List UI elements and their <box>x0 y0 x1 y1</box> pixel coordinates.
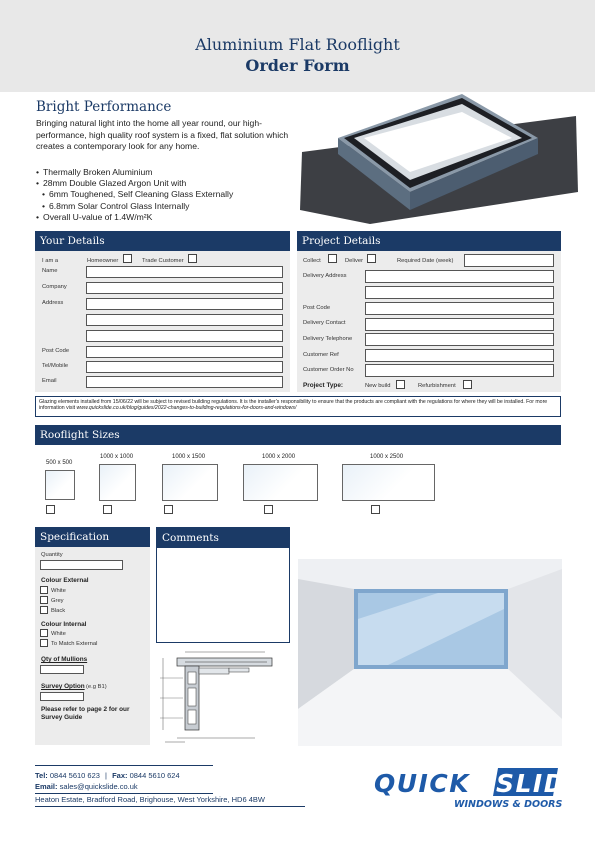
feature-item: • 6.8mm Solar Control Glass Internally <box>36 201 306 212</box>
delivery-address-label: Delivery Address <box>303 273 347 279</box>
footer-email-line <box>35 782 138 791</box>
size-label-1000x2500: 1000 x 2500 <box>370 454 404 460</box>
email-field[interactable] <box>86 376 283 388</box>
project-details-heading: Project Details <box>297 231 561 251</box>
project-post-code-label: Post Code <box>303 305 331 311</box>
delivery-telephone-label: Delivery Telephone <box>303 336 353 342</box>
project-type-label: Project Type: <box>303 382 344 389</box>
size-checkbox-500x500[interactable] <box>46 505 55 514</box>
refurbishment-label: Refurbishment <box>418 383 456 389</box>
quantity-label: Quantity <box>41 552 63 558</box>
quickslide-logo <box>370 766 585 810</box>
size-checkbox-1000x2500[interactable] <box>371 505 380 514</box>
quantity-field[interactable] <box>40 560 123 570</box>
page-title: Aluminium Flat Rooflight <box>195 35 400 54</box>
trade-customer-checkbox[interactable] <box>188 254 197 263</box>
project-post-code-field[interactable] <box>365 302 554 315</box>
footer-address: Heaton Estate, Bradford Road, Brighouse, West Yorkshire, HD6 4BW <box>35 795 265 804</box>
rooflight-product-image <box>300 92 580 224</box>
required-date-label: Required Date (week) <box>397 258 454 264</box>
feature-list <box>36 167 306 223</box>
page-header <box>0 0 595 92</box>
footer-phone-line <box>35 771 180 780</box>
size-checkbox-1000x2000[interactable] <box>264 505 273 514</box>
colour-external-label: Colour External <box>41 577 89 584</box>
survey-option-label: Survey Option <box>41 683 85 690</box>
name-label: Name <box>42 268 58 274</box>
post-code-field[interactable] <box>86 346 283 358</box>
feature-item: • Thermally Broken Aluminium <box>36 167 306 178</box>
homeowner-checkbox[interactable] <box>123 254 132 263</box>
svg-text:SLIDE: SLIDE <box>496 769 585 798</box>
email-label-footer: Email: <box>35 782 58 791</box>
footer-separator: | <box>105 771 107 780</box>
svg-text:WINDOWS & DOORS: WINDOWS & DOORS <box>454 799 563 810</box>
address-field-line2[interactable] <box>86 314 283 326</box>
colour-internal-label: Colour Internal <box>41 621 87 628</box>
external-white-checkbox[interactable] <box>40 586 48 594</box>
external-grey-checkbox[interactable] <box>40 596 48 604</box>
internal-white-label: White <box>51 631 66 637</box>
collect-label: Collect <box>303 258 321 264</box>
i-am-a-label: I am a <box>42 258 59 264</box>
customer-order-no-field[interactable] <box>365 364 554 377</box>
intro-heading: Bright Performance <box>36 99 172 115</box>
customer-ref-field[interactable] <box>365 349 554 362</box>
delivery-contact-label: Delivery Contact <box>303 320 346 326</box>
building-regulations-notice <box>35 396 561 417</box>
size-diagram-1000x2000 <box>243 464 318 501</box>
notice-text: Glazing elements installed from 15/06/22 will be subject to revised building regulations. It is the installer's responsibility to ensure that the products are compliant with the regulations for where they will be installed. For more information visit <box>39 399 548 412</box>
delivery-contact-field[interactable] <box>365 318 554 331</box>
fax-number: 0844 5610 624 <box>129 771 180 780</box>
internal-match-checkbox[interactable] <box>40 639 48 647</box>
customer-order-no-label: Customer Order No <box>303 367 354 373</box>
company-field[interactable] <box>86 282 283 294</box>
address-field-line1[interactable] <box>86 298 283 310</box>
trade-customer-label: Trade Customer <box>142 258 184 264</box>
size-diagram-500x500 <box>45 470 75 500</box>
delivery-address-field-line2[interactable] <box>365 286 554 299</box>
size-label-500x500: 500 x 500 <box>46 460 73 466</box>
email-address[interactable]: sales@quickslide.co.uk <box>59 782 138 791</box>
delivery-address-field-line1[interactable] <box>365 270 554 283</box>
footer-rule-top <box>35 765 213 766</box>
new-build-checkbox[interactable] <box>396 380 405 389</box>
footer-rule-middle <box>35 793 213 794</box>
size-diagram-1000x2500 <box>342 464 435 501</box>
feature-item: • 6mm Toughened, Self Cleaning Glass Externally <box>36 189 306 200</box>
comments-heading: Comments <box>157 528 289 548</box>
comments-field[interactable] <box>157 548 289 642</box>
survey-option-example: (e.g B1) <box>86 684 107 690</box>
intro-paragraph: Bringing natural light into the home all year round, our high-performance, high quality roof system is a fixed, flat solution which creates a contemporary look for any home. <box>36 118 289 151</box>
size-label-1000x2000: 1000 x 2000 <box>262 454 296 460</box>
survey-guide-note: Please refer to page 2 for our Survey Guide <box>41 706 130 721</box>
qty-mullions-field[interactable] <box>40 665 84 674</box>
rooflight-sizes-heading: Rooflight Sizes <box>35 425 561 445</box>
external-grey-label: Grey <box>51 598 64 604</box>
size-checkbox-1000x1500[interactable] <box>164 505 173 514</box>
external-black-checkbox[interactable] <box>40 606 48 614</box>
tel-number[interactable]: 0844 5610 623 <box>49 771 100 780</box>
qty-mullions-label: Qty of Mullions <box>41 656 88 663</box>
email-label: Email <box>42 378 57 384</box>
size-diagram-1000x1500 <box>162 464 218 501</box>
collect-checkbox[interactable] <box>328 254 337 263</box>
internal-match-label: To Match External <box>51 641 98 647</box>
fax-label: Fax: <box>112 771 128 780</box>
customer-ref-label: Customer Ref <box>303 352 339 358</box>
internal-white-checkbox[interactable] <box>40 629 48 637</box>
homeowner-label: Homeowner <box>87 258 119 264</box>
post-code-label: Post Code <box>42 348 70 354</box>
size-checkbox-1000x1000[interactable] <box>103 505 112 514</box>
survey-option-field[interactable] <box>40 692 84 701</box>
svg-text:QUICK: QUICK <box>374 769 471 798</box>
address-field-line3[interactable] <box>86 330 283 342</box>
cross-section-drawing <box>155 648 277 748</box>
feature-item: • 28mm Double Glazed Argon Unit with <box>36 178 306 189</box>
deliver-label: Deliver <box>345 258 364 264</box>
new-build-label: New build <box>365 383 391 389</box>
feature-item: • Overall U-value of 1.4W/m²K <box>36 212 306 223</box>
footer-rule-bottom <box>35 806 305 807</box>
regulations-link[interactable]: www.quickslide.co.uk/blog/guides/2022-changes-to-building-regulations-for-doors-and-windows/ <box>76 405 297 412</box>
address-label: Address <box>42 300 64 306</box>
company-label: Company <box>42 284 67 290</box>
name-field[interactable] <box>86 266 283 278</box>
tel-label: Tel: <box>35 771 48 780</box>
external-white-label: White <box>51 588 66 594</box>
size-label-1000x1500: 1000 x 1500 <box>172 454 206 460</box>
tel-mobile-field[interactable] <box>86 361 283 373</box>
page-subtitle: Order Form <box>245 56 350 75</box>
size-label-1000x1000: 1000 x 1000 <box>100 454 134 460</box>
your-details-heading: Your Details <box>35 231 290 251</box>
delivery-telephone-field[interactable] <box>365 333 554 346</box>
interior-rooflight-photo <box>298 559 562 746</box>
size-diagram-1000x1000 <box>99 464 136 501</box>
deliver-checkbox[interactable] <box>367 254 376 263</box>
external-black-label: Black <box>51 608 66 614</box>
specification-heading: Specification <box>35 527 150 547</box>
tel-mobile-label: Tel/Mobile <box>42 363 69 369</box>
required-date-field[interactable] <box>464 254 554 267</box>
refurbishment-checkbox[interactable] <box>463 380 472 389</box>
